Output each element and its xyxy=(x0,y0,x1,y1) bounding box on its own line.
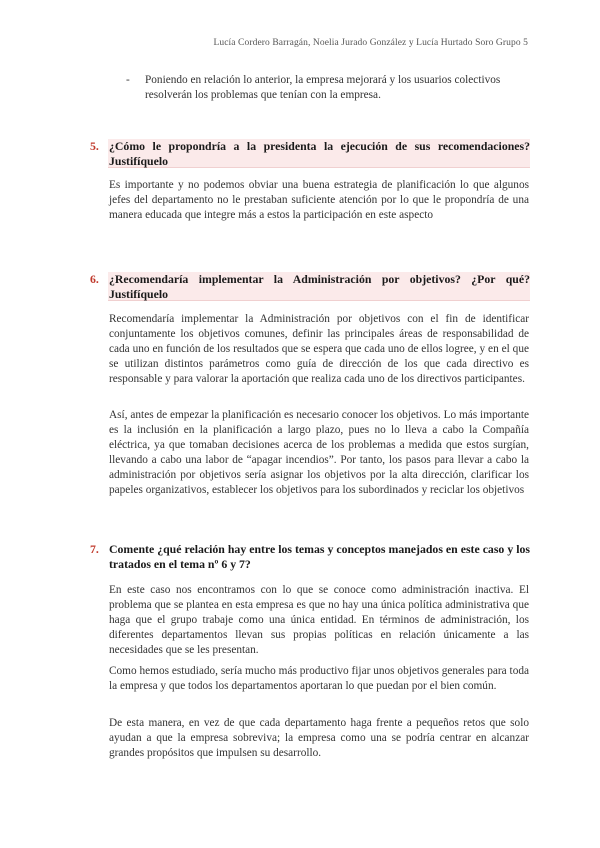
intro-bullet xyxy=(126,73,531,103)
page-header: Lucía Cordero Barragán, Noelia Jurado González y Lucía Hurtado Soro Grupo 5 xyxy=(213,38,528,48)
question-5-heading xyxy=(90,139,530,169)
question-5-title: ¿Cómo le propondría a la presidenta la ejecución de sus recomendaciones? Justifíquelo xyxy=(109,139,530,168)
question-6-heading xyxy=(90,272,530,302)
bullet-text: Poniendo en relación lo anterior, la empresa mejorará y los usuarios colectivos resolverán los problemas que tenían con la empresa. xyxy=(145,74,501,101)
question-7-paragraph-3: De esta manera, en vez de que cada departamento haga frente a pequeños retos que solo ayudan a que la empresa sobreviva; la empresa como una se podría centrar en alcanzar grandes propósitos que impulsen su desarrollo. xyxy=(109,717,529,759)
question-5-paragraph-1: Es importante y no podemos obviar una buena estrategia de planificación lo que algunos jefes del departamento no le prestaban suficiente atención por lo que le propondría de una manera educada que integre más a estos la participación en este aspecto xyxy=(109,179,529,221)
question-6-paragraph-2: Así, antes de empezar la planificación es necesario conocer los objetivos. Lo más importante es la inclusión en la planificación a largo plazo, pues no lo lleva a cabo la Compañía eléctrica, ya que tomaban decisiones acerca de los problemas a medida que estos surgían, llevando a cabo una labor de “apagar incendios”. Por tanto, los pasos para llevar a cabo la administración por objetivos sería asignar los objetivos por la alta dirección, clarificar los papeles organizativos, establecer los objetivos para los subordinados y reciclar los objetivos xyxy=(109,409,529,496)
question-5-number: 5. xyxy=(90,139,99,153)
question-7-paragraph-2: Como hemos estudiado, sería mucho más productivo fijar unos objetivos generales para toda la empresa y que todos los departamentos aportaran lo que puedan por el bien común. xyxy=(109,665,529,692)
question-7-heading xyxy=(90,542,530,572)
question-6-number: 6. xyxy=(90,272,99,286)
question-6-title: ¿Recomendaría implementar la Administración por objetivos? ¿Por qué? Justifíquelo xyxy=(109,272,530,301)
question-7-number: 7. xyxy=(90,542,99,556)
question-7-title: Comente ¿qué relación hay entre los temas y conceptos manejados en este caso y los tratados en el tema nº 6 y 7? xyxy=(109,542,530,571)
question-7-paragraph-1: En este caso nos encontramos con lo que se conoce como administración inactiva. El problema que se plantea en esta empresa es que no hay una única política administrativa que haga que el grupo trabaje como una única entidad. En términos de administración, los diferentes departamentos llevan sus propias políticas en relación únicamente a las necesidades que se les presentan. xyxy=(109,584,529,656)
question-6-paragraph-1: Recomendaría implementar la Administración por objetivos con el fin de identificar conjuntamente los objetivos comunes, definir las principales áreas de responsabilidad de cada uno en función de los resultados que se espera que cada uno de ellos logree, y en el que se utilizan distintos parámetros como guía de dirección de los que cada directivo es responsable y para valorar la aportación que realiza cada uno de los directivos participantes. xyxy=(109,313,529,385)
bullet-marker: - xyxy=(126,74,130,86)
